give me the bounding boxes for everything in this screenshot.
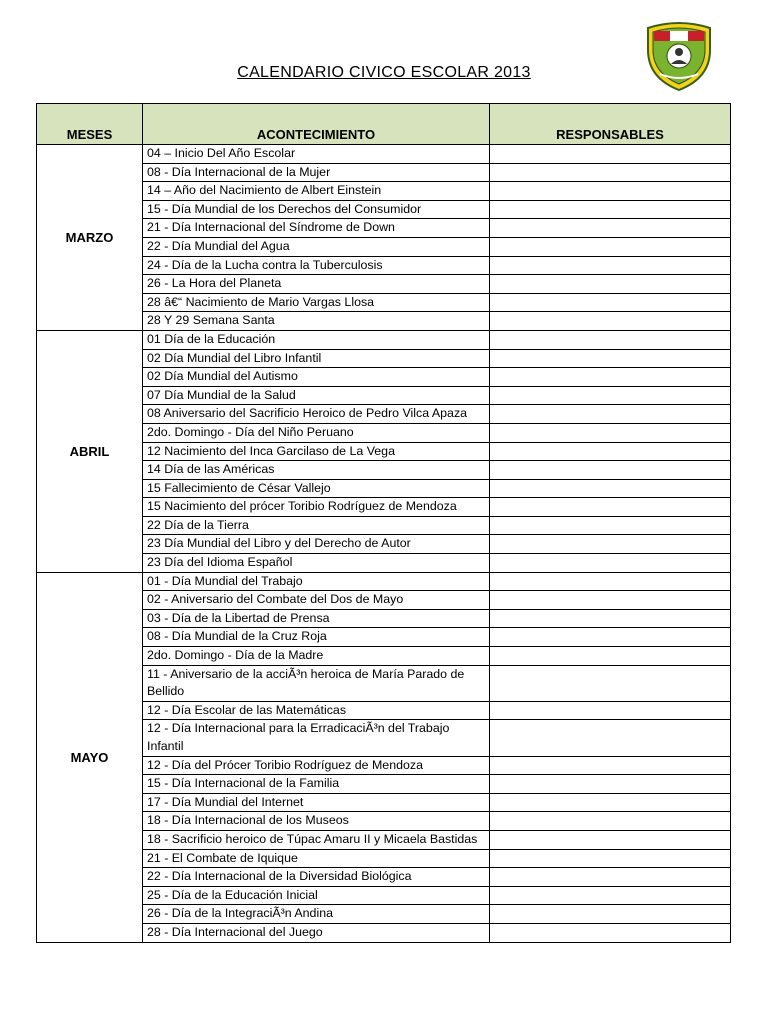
header-acontecimiento: ACONTECIMIENTO — [143, 104, 490, 145]
table-row — [37, 572, 731, 591]
responsable-cell[interactable] — [490, 237, 731, 256]
event-cell: 18 - Día Internacional de los Museos — [143, 812, 490, 831]
responsable-cell[interactable] — [490, 386, 731, 405]
header-responsables: RESPONSABLES — [490, 104, 731, 145]
event-cell: 21 - El Combate de Iquique — [143, 849, 490, 868]
event-cell: 23 Día Mundial del Libro y del Derecho de Autor — [143, 535, 490, 554]
event-cell: 03 - Día de la Libertad de Prensa — [143, 609, 490, 628]
responsable-cell[interactable] — [490, 442, 731, 461]
table-body — [37, 145, 731, 943]
responsable-cell[interactable] — [490, 479, 731, 498]
month-cell: MARZO — [37, 145, 143, 331]
event-cell: 24 - Día de la Lucha contra la Tuberculosis — [143, 256, 490, 275]
event-cell: 12 Nacimiento del Inca Garcilaso de La Vega — [143, 442, 490, 461]
responsable-cell[interactable] — [490, 461, 731, 480]
responsable-cell[interactable] — [490, 293, 731, 312]
responsable-cell[interactable] — [490, 275, 731, 294]
responsable-cell[interactable] — [490, 756, 731, 775]
responsable-cell[interactable] — [490, 163, 731, 182]
table-row — [37, 330, 731, 349]
header-meses: MESES — [37, 104, 143, 145]
responsable-cell[interactable] — [490, 628, 731, 647]
event-cell: 21 - Día Internacional del Síndrome de Down — [143, 219, 490, 238]
table-row — [37, 145, 731, 164]
event-cell: 02 - Aniversario del Combate del Dos de Mayo — [143, 591, 490, 610]
responsable-cell[interactable] — [490, 701, 731, 720]
responsable-cell[interactable] — [490, 516, 731, 535]
responsable-cell[interactable] — [490, 405, 731, 424]
event-cell: 01 Día de la Educación — [143, 330, 490, 349]
event-cell: 14 Día de las Américas — [143, 461, 490, 480]
responsable-cell[interactable] — [490, 423, 731, 442]
event-cell: 22 Día de la Tierra — [143, 516, 490, 535]
month-cell: ABRIL — [37, 330, 143, 572]
responsable-cell[interactable] — [490, 609, 731, 628]
month-cell: MAYO — [37, 572, 143, 942]
civic-calendar-table — [36, 103, 731, 943]
responsable-cell[interactable] — [490, 591, 731, 610]
responsable-cell[interactable] — [490, 905, 731, 924]
responsable-cell[interactable] — [490, 200, 731, 219]
event-cell: 15 Fallecimiento de César Vallejo — [143, 479, 490, 498]
event-cell: 15 - Día Internacional de la Familia — [143, 775, 490, 794]
event-cell: 14 – Año del Nacimiento de Albert Einstein — [143, 182, 490, 201]
responsable-cell[interactable] — [490, 535, 731, 554]
event-cell: 12 - Día Internacional para la ErradicaciÃ³n del Trabajo Infantil — [143, 720, 490, 756]
responsable-cell[interactable] — [490, 182, 731, 201]
event-cell: 15 - Día Mundial de los Derechos del Consumidor — [143, 200, 490, 219]
school-crest-logo — [640, 20, 718, 92]
responsable-cell[interactable] — [490, 793, 731, 812]
event-cell: 07 Día Mundial de la Salud — [143, 386, 490, 405]
event-cell: 04 – Inicio Del Año Escolar — [143, 145, 490, 164]
event-cell: 08 Aniversario del Sacrificio Heroico de Pedro Vilca Apaza — [143, 405, 490, 424]
responsable-cell[interactable] — [490, 868, 731, 887]
responsable-cell[interactable] — [490, 368, 731, 387]
event-cell: 22 - Día Internacional de la Diversidad Biológica — [143, 868, 490, 887]
event-cell: 01 - Día Mundial del Trabajo — [143, 572, 490, 591]
event-cell: 08 - Día Internacional de la Mujer — [143, 163, 490, 182]
responsable-cell[interactable] — [490, 812, 731, 831]
event-cell: 08 - Día Mundial de la Cruz Roja — [143, 628, 490, 647]
event-cell: 11 - Aniversario de la acciÃ³n heroica de María Parado de Bellido — [143, 665, 490, 701]
event-cell: 28 â€“ Nacimiento de Mario Vargas Llosa — [143, 293, 490, 312]
responsable-cell[interactable] — [490, 256, 731, 275]
responsable-cell[interactable] — [490, 647, 731, 666]
event-cell: 23 Día del Idioma Español — [143, 554, 490, 573]
event-cell: 18 - Sacrificio heroico de Túpac Amaru II y Micaela Bastidas — [143, 830, 490, 849]
event-cell: 17 - Día Mundial del Internet — [143, 793, 490, 812]
responsable-cell[interactable] — [490, 145, 731, 164]
responsable-cell[interactable] — [490, 312, 731, 331]
event-cell: 2do. Domingo - Día del Niño Peruano — [143, 423, 490, 442]
responsable-cell[interactable] — [490, 665, 731, 701]
page-title: CALENDARIO CIVICO ESCOLAR 2013 — [237, 64, 531, 81]
event-cell: 25 - Día de la Educación Inicial — [143, 886, 490, 905]
event-cell: 26 - Día de la IntegraciÃ³n Andina — [143, 905, 490, 924]
event-cell: 02 Día Mundial del Autismo — [143, 368, 490, 387]
event-cell: 28 - Día Internacional del Juego — [143, 923, 490, 942]
event-cell: 12 - Día del Prócer Toribio Rodríguez de Mendoza — [143, 756, 490, 775]
responsable-cell[interactable] — [490, 554, 731, 573]
responsable-cell[interactable] — [490, 830, 731, 849]
event-cell: 15 Nacimiento del prócer Toribio Rodríguez de Mendoza — [143, 498, 490, 517]
event-cell: 26 - La Hora del Planeta — [143, 275, 490, 294]
event-cell: 2do. Domingo - Día de la Madre — [143, 647, 490, 666]
event-cell: 22 - Día Mundial del Agua — [143, 237, 490, 256]
responsable-cell[interactable] — [490, 886, 731, 905]
responsable-cell[interactable] — [490, 775, 731, 794]
responsable-cell[interactable] — [490, 349, 731, 368]
responsable-cell[interactable] — [490, 720, 731, 756]
event-cell: 02 Día Mundial del Libro Infantil — [143, 349, 490, 368]
responsable-cell[interactable] — [490, 219, 731, 238]
responsable-cell[interactable] — [490, 498, 731, 517]
responsable-cell[interactable] — [490, 849, 731, 868]
event-cell: 12 - Día Escolar de las Matemáticas — [143, 701, 490, 720]
event-cell: 28 Y 29 Semana Santa — [143, 312, 490, 331]
table-header-row — [37, 104, 731, 145]
responsable-cell[interactable] — [490, 923, 731, 942]
responsable-cell[interactable] — [490, 330, 731, 349]
responsable-cell[interactable] — [490, 572, 731, 591]
